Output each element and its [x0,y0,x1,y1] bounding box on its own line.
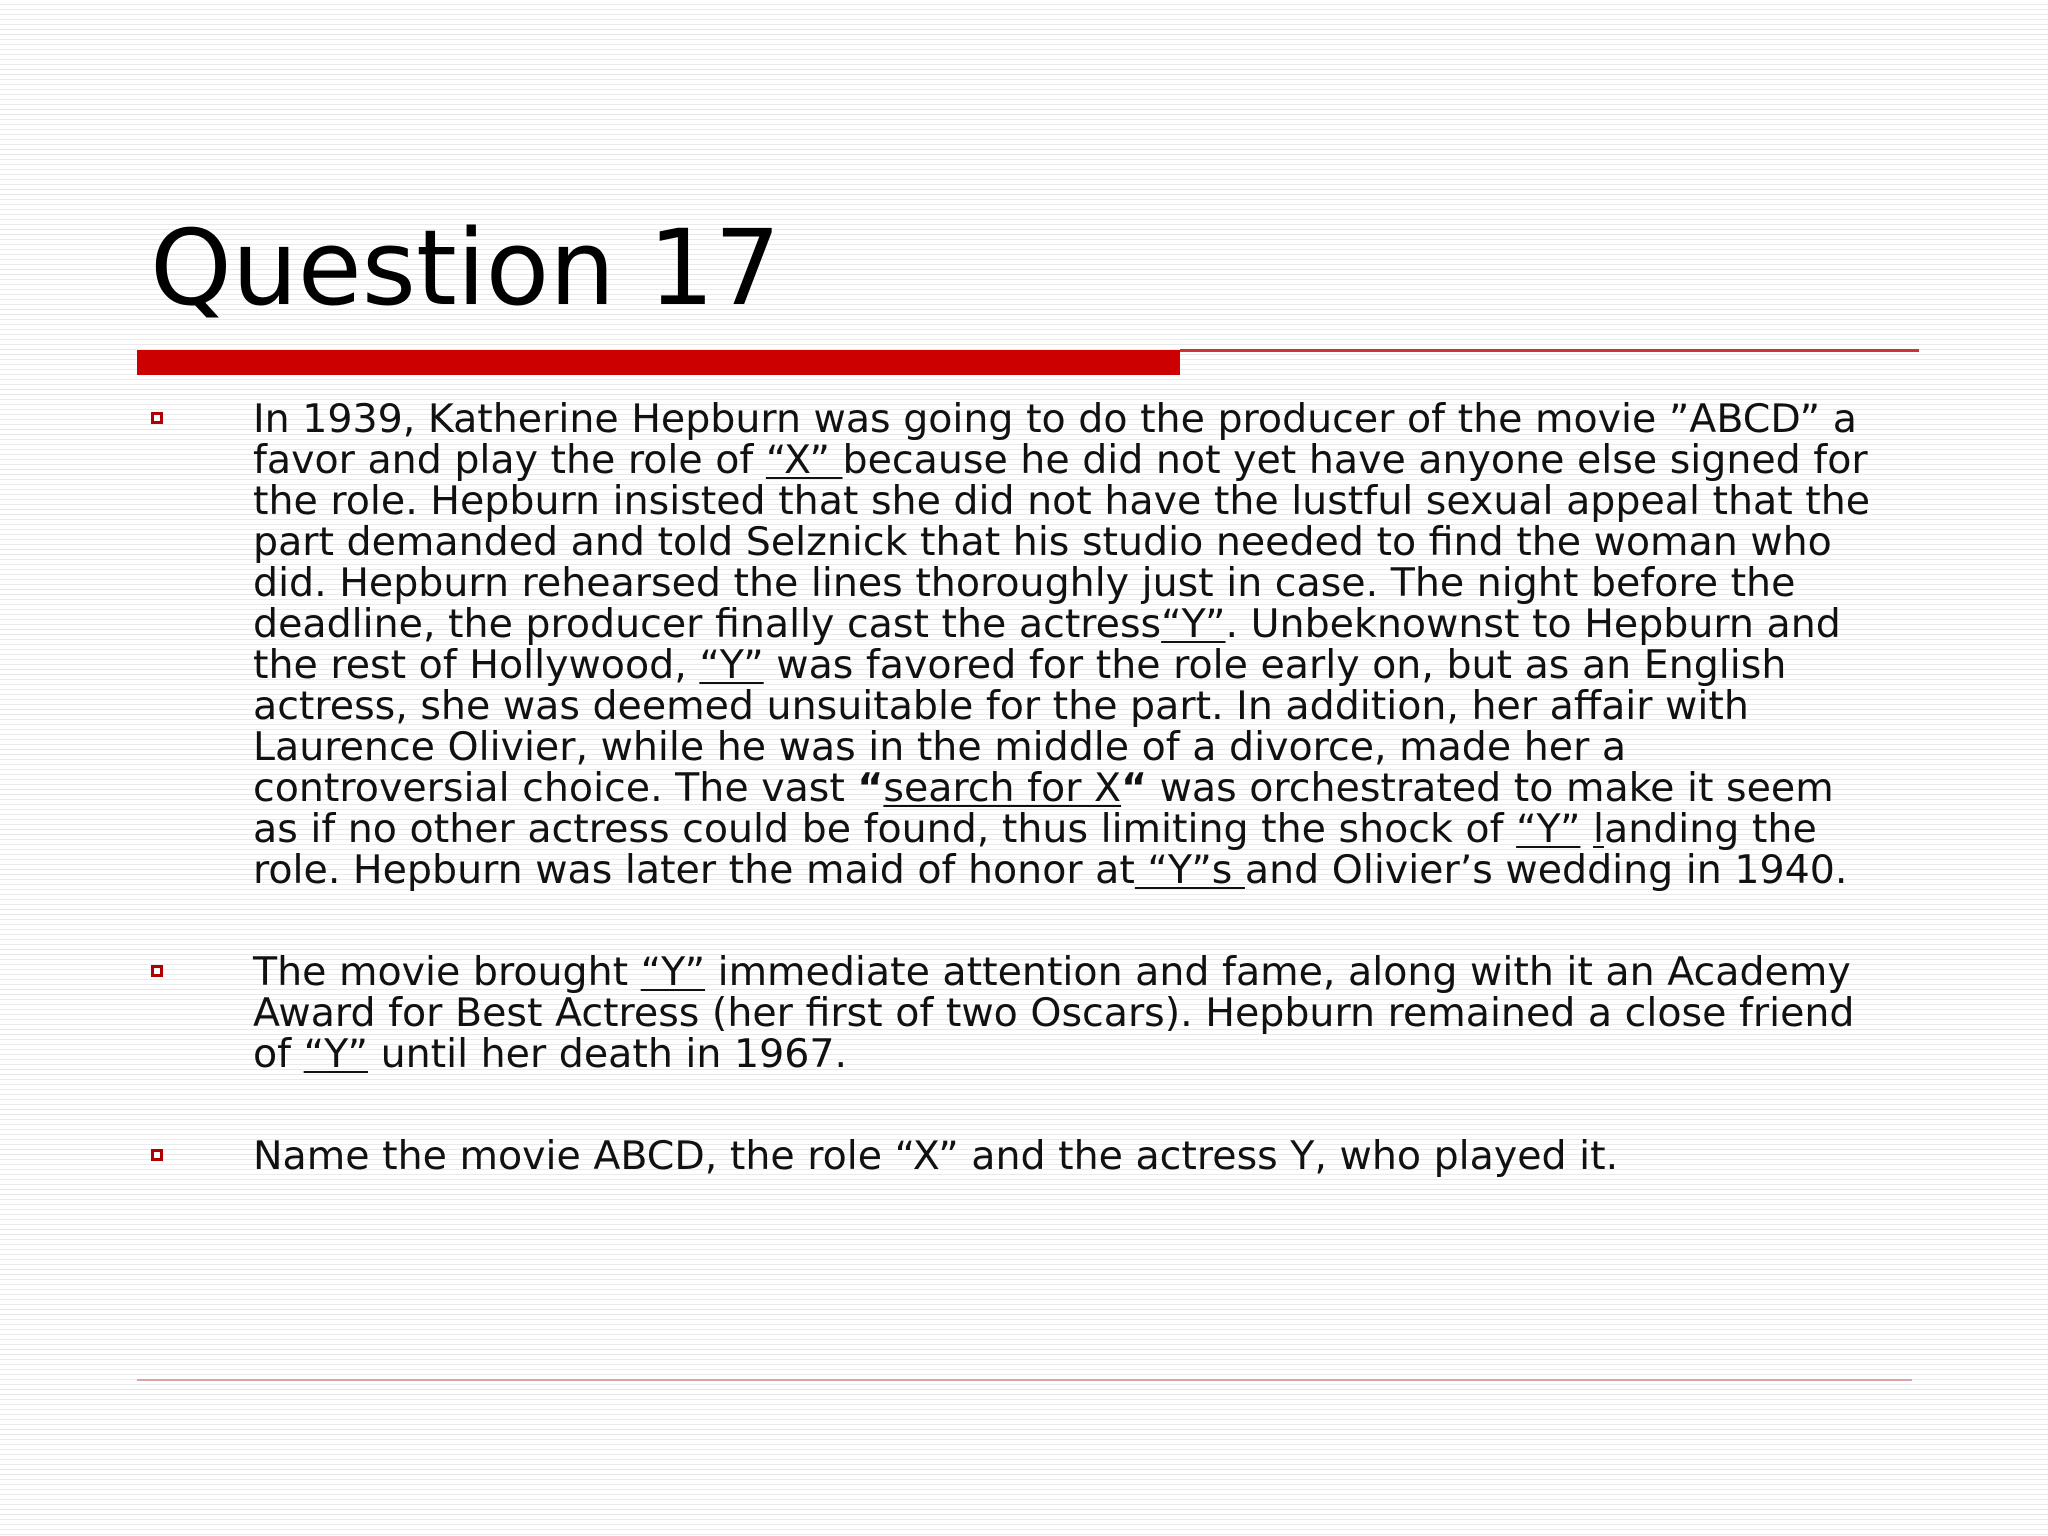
bold-quote: “ [1121,765,1148,811]
underlined-blank: “X” [765,437,843,483]
underlined-blank: “Y” [640,949,706,995]
underlined-letter: l [1593,806,1604,852]
text-segment [1580,806,1593,852]
text-segment: anding the role. Hepburn was later the maid of honor at [253,806,1817,893]
bullet-text [253,396,1890,893]
square-bullet-icon [151,1149,163,1161]
text-segment: and Olivier’s wedding in 1940. [1244,847,1848,893]
bullet-item-story [150,396,1890,893]
bullet-item-question [150,1133,1890,1179]
text-segment: The movie brought [253,949,641,995]
bullet-list [150,396,1890,1179]
title-underline-rule [1180,349,1919,352]
text-segment: immediate attention and fame, along with it an Academy Award for Best Actress (her first of two Oscars). Hepburn remained a close friend of [253,949,1855,1077]
underlined-blank: “Y” [303,1031,369,1077]
square-bullet-icon [151,965,163,977]
bullet-item-fame [150,949,1890,1077]
bullet-text [253,949,1890,1077]
underlined-blank: “Y”s [1134,847,1245,893]
square-bullet-icon [151,412,163,424]
text-segment: was favored for the role early on, but as an English actress, she was deemed unsuitable for the part. In addition, her affair with Laurence Olivier, while he was in the middle of a divorce, made her a controversial choice. The vast [253,642,1787,811]
question-prompt: Name the movie ABCD, the role “X” and the actress Y, who played it. [253,1133,1619,1179]
underlined-blank: “Y” [1161,601,1226,647]
text-segment: was orchestrated to make it seem as if no other actress could be found, thus limiting the shock of [253,765,1834,852]
underlined-blank: “Y” [1516,806,1581,852]
text-segment: until her death in 1967. [368,1031,848,1077]
bold-quote: “ [857,765,884,811]
text-segment: In 1939, Katherine Hepburn was going to do the producer of the movie ”ABCD” a favor and play the role of [253,396,1857,483]
underlined-blank: “Y” [699,642,764,688]
footer-rule [137,1379,1912,1381]
underlined-blank: search for X [883,765,1122,811]
text-segment: because he did not yet have anyone else signed for the role. Hepburn insisted that she did not have the lustful sexual appeal that the part demanded and told Selznick that his studio needed to find the woman who did. Hepburn rehearsed the lines thoroughly just in case. The night before the deadline, the producer finally cast the actress [253,437,1871,647]
bullet-text [253,1133,1890,1179]
slide-title: Question 17 [150,207,781,329]
title-underline-bar [137,350,1180,375]
text-segment: . Unbeknownst to Hepburn and the rest of Hollywood, [253,601,1841,688]
